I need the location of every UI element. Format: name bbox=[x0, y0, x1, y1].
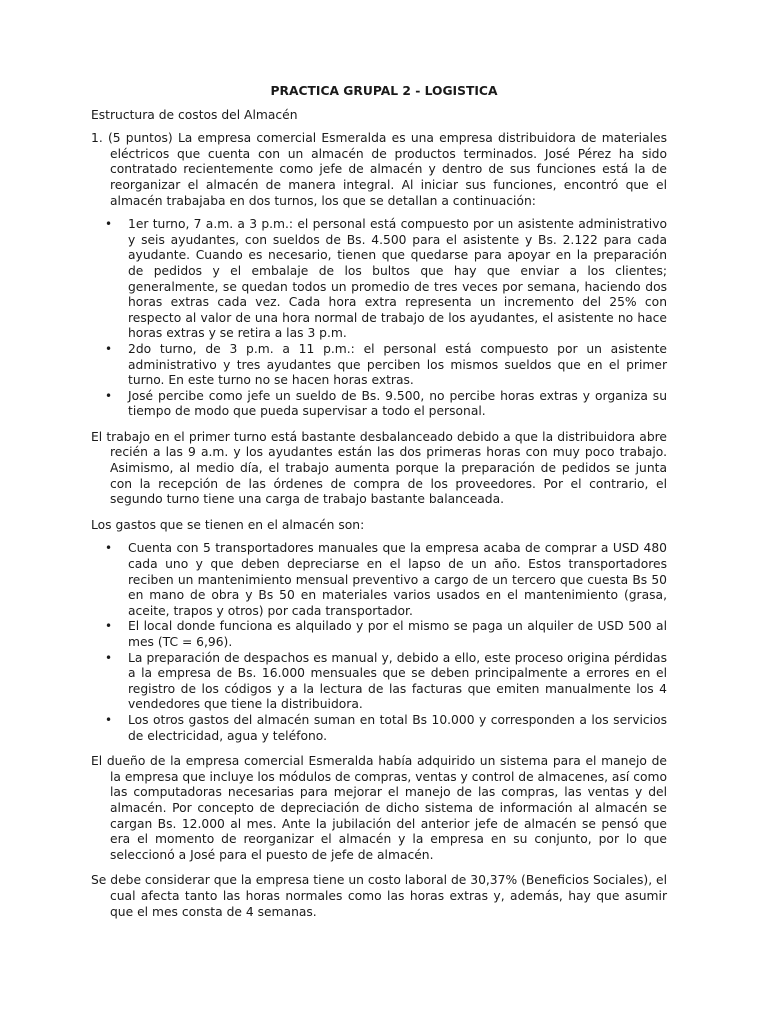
list-item bbox=[105, 341, 667, 389]
list-item-text: José percibe como jefe un sueldo de Bs. 9.500, no percibe horas extras y organiza su tiempo de modo que pueda supervisar a todo el personal. bbox=[128, 388, 667, 419]
list-item-text: 2do turno, de 3 p.m. a 11 p.m.: el personal está compuesto por un asistente administrativo y tres ayudantes que perciben los mismos sueldos que en el primer turno. En este turno no se hacen horas extras. bbox=[128, 341, 667, 388]
list-item-text: 1er turno, 7 a.m. a 3 p.m.: el personal está compuesto por un asistente administrativo y seis ayudantes, con sueldos de Bs. 4.500 para el asistente y Bs. 2.122 para cada ayudante. Cuando es necesario, tienen que quedarse para apoyar en la preparación de pedidos y el embalaje de los bultos que hay que enviar a los clientes; generalmente, se quedan todos un promedio de tres veces por semana, haciendo dos horas extras cada vez. Cada hora extra representa un incremento del 25% con respecto al valor de una hora normal de trabajo de los ayudantes, el asistente no hace horas extras y se retira a las 3 p.m. bbox=[128, 217, 667, 341]
list-item bbox=[105, 388, 667, 420]
paragraph-intro: 1. (5 puntos) La empresa comercial Esmeralda es una empresa distribuidora de materiales eléctricos que cuenta con un almacén de productos terminados. José Pérez ha sido contratado recientemente como jefe de almacén y dentro de sus funciones está la de reorganizar el almacén de manera integral. Al iniciar sus funciones, encontró que el almacén trabajaba en dos turnos, los que se detallan a continuación: bbox=[91, 131, 667, 208]
bullet-icon: • bbox=[105, 217, 113, 232]
bullet-icon: • bbox=[105, 619, 113, 634]
bullet-icon: • bbox=[105, 650, 113, 665]
paragraph-expenses-intro: Los gastos que se tienen en el almacén son: bbox=[91, 517, 365, 532]
list-item bbox=[105, 619, 667, 650]
list-item-text: Los otros gastos del almacén suman en total Bs 10.000 y corresponden a los servicios de electricidad, agua y teléfono. bbox=[128, 712, 667, 743]
list-item-text: Cuenta con 5 transportadores manuales que la empresa acaba de comprar a USD 480 cada uno y que deben depreciarse en el lapso de un año. Estos transportadores reciben un mantenimiento mensual preventivo a cargo de un tercero que cuesta Bs 50 en mano de obra y Bs 50 en materiales varios usados en el mantenimiento (grasa, aceite, trapos y otros) por cada transportador. bbox=[128, 541, 667, 618]
bullet-icon: • bbox=[105, 712, 113, 727]
paragraph-system: El dueño de la empresa comercial Esmeralda había adquirido un sistema para el manejo de la empresa que incluye los módulos de compras, ventas y control de almacenes, así como las computadoras necesarias para mejorar el manejo de las compras, las ventas y del almacén. Por concepto de depreciación de dicho sistema de información al almacén se cargan Bs. 12.000 al mes. Ante la jubilación del anterior jefe de almacén se pensó que era el momento de reorganizar el almacén y la empresa en su conjunto, por lo que seleccionó a José para el puesto de jefe de almacén. bbox=[91, 754, 667, 862]
expense-list bbox=[91, 541, 667, 744]
bullet-icon: • bbox=[105, 341, 113, 356]
list-item bbox=[105, 541, 667, 619]
shift-list bbox=[91, 217, 667, 420]
paragraph-labor-cost: Se debe considerar que la empresa tiene un costo laboral de 30,37% (Beneficios Sociales), el cual afecta tanto las horas normales como las horas extras y, además, hay que asumir que el mes consta de 4 semanas. bbox=[91, 873, 667, 919]
list-item bbox=[105, 712, 667, 744]
list-item-text: El local donde funciona es alquilado y por el mismo se paga un alquiler de USD 500 al mes (TC = 6,96). bbox=[128, 619, 667, 649]
list-item bbox=[105, 217, 667, 342]
bullet-icon: • bbox=[105, 388, 113, 403]
bullet-icon: • bbox=[105, 541, 113, 556]
list-item-text: La preparación de despachos es manual y, debido a ello, este proceso origina pérdidas a la empresa de Bs. 16.000 mensuales que se deben principalmente a errores en el registro de los códigos y a la lectura de las facturas que emiten manualmente los 4 vendedores que tiene la distribuidora. bbox=[128, 650, 667, 712]
document-title: PRACTICA GRUPAL 2 - LOGISTICA bbox=[270, 84, 498, 98]
list-item bbox=[105, 650, 667, 713]
document-subtitle: Estructura de costos del Almacén bbox=[91, 107, 298, 122]
paragraph-workload: El trabajo en el primer turno está bastante desbalanceado debido a que la distribuidora abre recién a las 9 a.m. y los ayudantes están las dos primeras horas con muy poco trabajo. Asimismo, al medio día, el trabajo aumenta porque la preparación de pedidos se junta con la recepción de las órdenes de compra de los proveedores. Por el contrario, el segundo turno tiene una carga de trabajo bastante balanceada. bbox=[91, 429, 667, 507]
